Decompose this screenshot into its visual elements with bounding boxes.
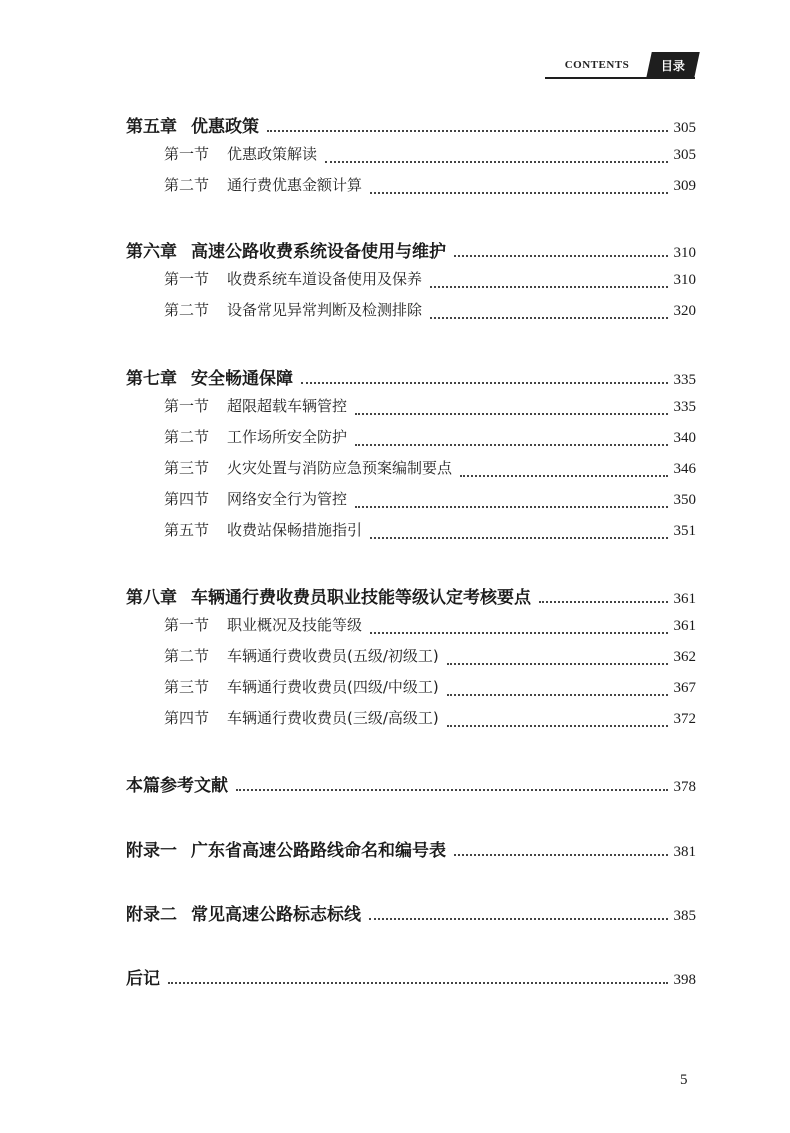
dot-leader [539,600,668,603]
toc-entry-label [126,964,160,989]
header-contents-label: CONTENTS [564,59,630,71]
toc-section-entry[interactable] [164,268,696,294]
toc-chapter-entry[interactable] [126,771,696,797]
toc-entry-page: 340 [673,430,696,446]
toc-section-entry[interactable] [164,519,696,545]
toc-entry-label [164,519,362,540]
toc-entry-page: 381 [673,844,696,860]
dot-leader [460,474,667,477]
toc-entry-label [126,900,361,925]
toc-entry-number: 第七章 [126,369,177,389]
toc-entry-number: 第四节 [164,490,210,508]
toc-entry-title: 车辆通行费收费员(四级/中级工) [227,678,439,696]
dot-leader [430,285,667,288]
toc-entry-label [164,488,347,509]
dot-leader [430,316,667,319]
toc-section-entry[interactable] [164,645,696,671]
toc-entry-title: 广东省高速公路路线命名和编号表 [191,841,446,861]
toc-entry-label [126,836,446,861]
toc-entry-label [126,364,293,389]
toc-entry-title: 设备常见异常判断及检测排除 [227,301,423,319]
toc-section-entry[interactable] [164,457,696,483]
toc-entry-label [164,143,317,164]
toc-entry-number: 第六章 [126,242,177,262]
toc-section-entry[interactable] [164,707,696,733]
toc-entry-title: 常见高速公路标志标线 [191,905,361,925]
toc-section-entry[interactable] [164,426,696,452]
toc-entry-page: 320 [673,303,696,319]
dot-leader [325,160,667,163]
toc-entry-page: 361 [673,591,696,607]
toc-entry-page: 385 [673,908,696,924]
toc-entry-title: 通行费优惠金额计算 [227,176,363,194]
toc-entry-label [164,457,452,478]
toc-section-entry[interactable] [164,143,696,169]
toc-chapter-entry[interactable] [126,112,696,138]
toc-chapter-entry[interactable] [126,836,696,862]
header-rule [545,77,695,79]
toc-entry-title: 超限超载车辆管控 [227,397,348,415]
toc-entry-title: 高速公路收费系统设备使用与维护 [191,242,446,262]
dot-leader [236,788,668,791]
toc-entry-label [164,676,439,697]
dot-leader [454,254,668,257]
toc-section-entry[interactable] [164,676,696,702]
toc-chapter-entry[interactable] [126,900,696,926]
toc-chapter-entry[interactable] [126,964,696,990]
toc-entry-title: 车辆通行费收费员(三级/高级工) [227,709,439,727]
toc-entry-title: 后记 [126,969,160,989]
toc-entry-page: 362 [673,649,696,665]
toc-section-entry[interactable] [164,299,696,325]
toc-entry-page: 361 [673,618,696,634]
header-tab-label: 目录 [660,58,685,73]
toc-entry-number: 附录一 [126,841,177,861]
toc-entry-label [126,583,531,608]
toc-entry-number: 第一节 [164,145,210,163]
toc-entry-page: 305 [673,147,696,163]
toc-chapter-entry[interactable] [126,364,696,390]
toc-entry-page: 367 [673,680,696,696]
toc-entry-title: 车辆通行费收费员(五级/初级工) [227,647,439,665]
dot-leader [454,853,668,856]
dot-leader [355,412,667,415]
toc-entry-page: 335 [673,399,696,415]
toc-entry-title: 优惠政策 [191,117,259,137]
dot-leader [168,981,668,984]
toc-entry-page: 372 [673,711,696,727]
toc-section-entry[interactable] [164,614,696,640]
dot-leader [370,536,667,539]
toc-entry-number: 第三节 [164,678,210,696]
dot-leader [370,191,667,194]
toc-entry-page: 350 [673,492,696,508]
toc-entry-page: 310 [673,245,696,261]
toc-entry-label [164,426,347,447]
running-header [545,52,697,78]
toc-entry-number: 第八章 [126,588,177,608]
toc-entry-title: 收费站保畅措施指引 [227,521,363,539]
dot-leader [355,443,667,446]
toc-chapter-entry[interactable] [126,583,696,609]
toc-entry-label [164,707,439,728]
toc-entry-title: 车辆通行费收费员职业技能等级认定考核要点 [191,588,531,608]
toc-entry-label [126,112,259,137]
toc-entry-number: 第二节 [164,428,210,446]
toc-entry-page: 351 [673,523,696,539]
dot-leader [447,724,668,727]
toc-entry-title: 职业概况及技能等级 [227,616,363,634]
page-number: 5 [680,1072,688,1088]
toc-entry-number: 第一节 [164,616,210,634]
toc-section-entry[interactable] [164,395,696,421]
toc-entry-title: 安全畅通保障 [191,369,293,389]
toc-entry-label [164,268,422,289]
toc-entry-number: 附录二 [126,905,177,925]
toc-entry-label [126,771,228,796]
toc-entry-number: 第一节 [164,270,210,288]
toc-entry-title: 本篇参考文献 [126,776,228,796]
toc-entry-label [164,395,347,416]
toc-entry-title: 优惠政策解读 [227,145,318,163]
toc-entry-title: 火灾处置与消防应急预案编制要点 [227,459,453,477]
dot-leader [355,505,667,508]
toc-entry-page: 305 [673,120,696,136]
toc-entry-label [164,299,422,320]
toc-entry-title: 收费系统车道设备使用及保养 [227,270,423,288]
toc-entry-page: 398 [673,972,696,988]
toc-entry-page: 335 [673,372,696,388]
toc-entry-number: 第四节 [164,709,210,727]
toc-section-entry[interactable] [164,488,696,514]
dot-leader [447,693,668,696]
toc-entry-label [164,645,439,666]
toc-entry-number: 第一节 [164,397,210,415]
dot-leader [267,129,668,132]
toc-entry-number: 第五章 [126,117,177,137]
toc-entry-number: 第五节 [164,521,210,539]
toc-entry-number: 第二节 [164,301,210,319]
toc-entry-page: 378 [673,779,696,795]
toc-entry-label [164,174,362,195]
toc-entry-page: 310 [673,272,696,288]
toc-entry-number: 第二节 [164,647,210,665]
toc-entry-number: 第三节 [164,459,210,477]
toc-entry-title: 工作场所安全防护 [227,428,348,446]
toc-entry-number: 第二节 [164,176,210,194]
toc-entry-page: 309 [673,178,696,194]
toc-section-entry[interactable] [164,174,696,200]
toc-entry-label [126,237,446,262]
toc-entry-page: 346 [673,461,696,477]
dot-leader [301,381,668,384]
header-tab [646,52,700,78]
dot-leader [370,631,667,634]
toc-entry-title: 网络安全行为管控 [227,490,348,508]
toc-chapter-entry[interactable] [126,237,696,263]
dot-leader [369,917,668,920]
toc-entry-label [164,614,362,635]
dot-leader [447,662,668,665]
